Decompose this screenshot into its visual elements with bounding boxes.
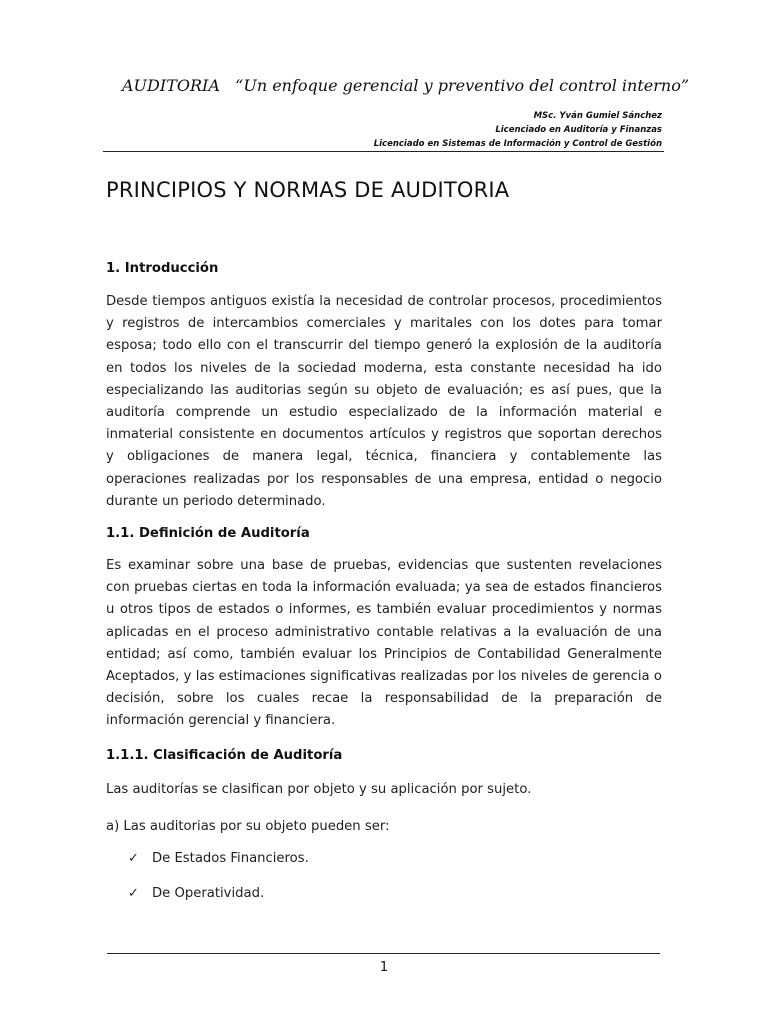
header-author-block (374, 109, 662, 151)
section-heading-introduccion: 1. Introducción (106, 261, 219, 276)
paragraph-clasificacion: Las auditorías se clasifican por objeto y su aplicación por sujeto. (106, 782, 532, 797)
header-author: MSc. Yván Gumiel Sánchez (533, 111, 662, 121)
header-divider (103, 151, 664, 152)
header-degree-1: Licenciado en Auditoría y Finanzas (495, 125, 662, 135)
list-item (128, 851, 309, 866)
footer-divider (107, 953, 660, 954)
check-icon: ✓ (128, 851, 139, 866)
list-item (128, 886, 264, 901)
page-title: PRINCIPIOS Y NORMAS DE AUDITORIA (106, 178, 510, 202)
check-icon: ✓ (128, 886, 139, 901)
page-number: 1 (379, 960, 389, 975)
header-degree-2: Licenciado en Sistemas de Información y Control de Gestión (373, 139, 662, 149)
list-intro: a) Las auditorias por su objeto pueden ser: (106, 819, 390, 834)
paragraph-introduccion: Desde tiempos antiguos existía la necesidad de controlar procesos, procedimientos y registros de intercambios comerciales y maritales con los dotes para tomar esposa; todo ello con el transcurrir del tiempo generó la explosión de la auditoría en todos los niveles de la sociedad moderna, esta constante necesidad ha ido especializando las auditorias según su objeto de evaluación; es así pues, que la auditoría comprende un estudio especializado de la información material e inmaterial consistente en documentos artículos y registros que soportan derechos y obligaciones de manera legal, técnica, financiera y contablemente las operaciones realizadas por los responsables de una empresa, entidad o negocio durante un periodo determinado. (106, 294, 662, 509)
list-item-label: De Estados Financieros. (152, 851, 309, 866)
section-heading-clasificacion: 1.1.1. Clasificación de Auditoría (106, 748, 343, 763)
list-item-label: De Operatividad. (152, 886, 265, 901)
header-title: AUDITORIA “Un enfoque gerencial y preventivo del control interno” (122, 76, 690, 95)
section-heading-definicion: 1.1. Definición de Auditoría (106, 526, 310, 541)
paragraph-definicion: Es examinar sobre una base de pruebas, evidencias que sustenten revelaciones con pruebas ciertas en toda la información evaluada; ya sea de estados financieros u otros tipos de estados o informes, es también evaluar procedimientos y normas aplicadas en el proceso administrativo contable relativas a la evaluación de una entidad; así como, también evaluar los Principios de Contabilidad Generalmente Aceptados, y las estimaciones significativas realizadas por los niveles de gerencia o decisión, sobre los cuales recae la responsabilidad de la preparación de información gerencial y financiera. (106, 558, 662, 729)
